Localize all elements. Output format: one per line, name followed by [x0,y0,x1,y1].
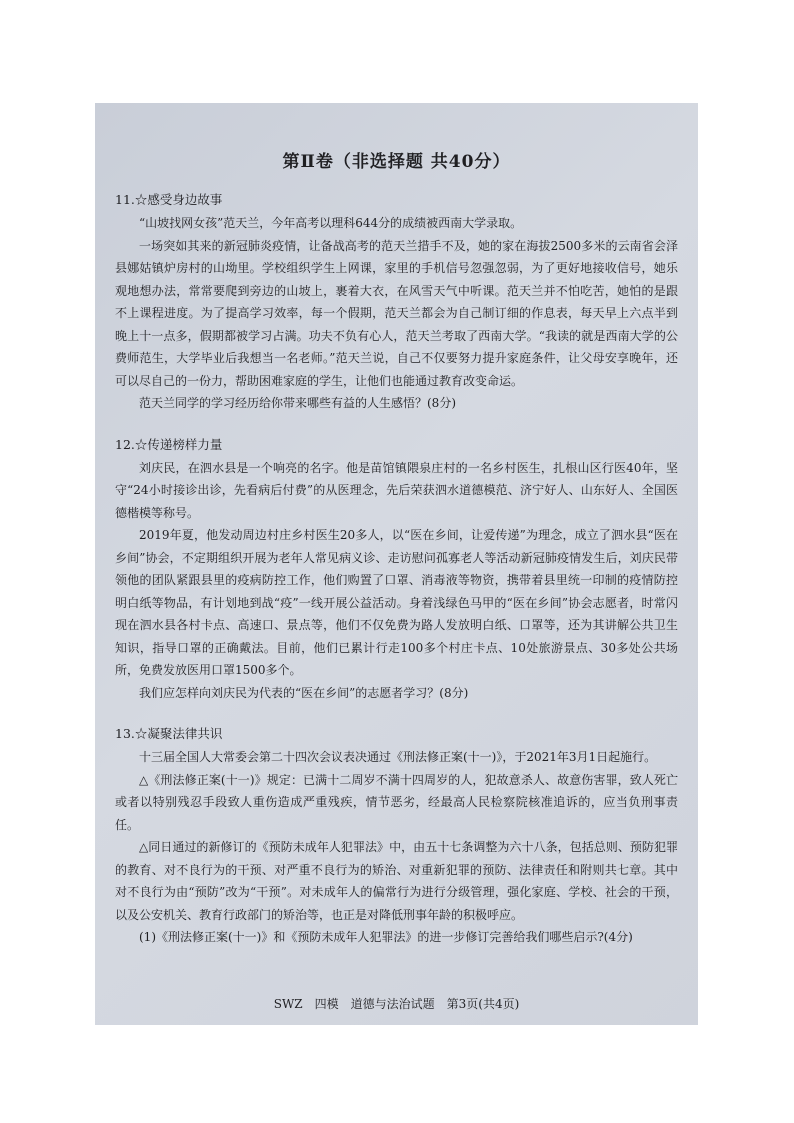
question-13-prompt: (1)《刑法修正案(十一)》和《预防未成年人犯罪法》的进一步修订完善给我们哪些启示?(4分) [139,930,633,944]
question-13-paragraph: △《刑法修正案(十一)》规定：已满十二周岁不满十四周岁的人，犯故意杀人、故意伤害罪，致人死亡或者以特别残忍手段致人重伤造成严重残疾，情节恶劣，经最高人民检察院核准追诉的，应当负刑事责任。 [115,772,678,832]
question-13-paragraph: △同日通过的新修订的《预防未成年人犯罪法》中，由五十七条调整为六十八条，包括总则、预防犯罪的教育、对不良行为的干预、对严重不良行为的矫治、对重新犯罪的预防、法律责任和附则共七章。其中对不良行为由“预防”改为“干预”。对未成年人的偏常行为进行分级管理，强化家庭、学校、社会的干预，以及公安机关、教育行政部门的矫治等，也正是对降低刑事年龄的积极呼应。 [115,840,678,922]
section-title: 第Ⅱ卷（非选择题 共40分） [282,152,511,172]
question-13-heading: 13.☆凝聚法律共识 [115,726,223,741]
question-13 [115,724,678,949]
exam-page [95,103,698,1025]
question-13-paragraph: 十三届全国人大常委会第二十四次会议表决通过《刑法修正案(十一)》，于2021年3月1日起施行。 [139,750,657,764]
question-11-paragraph: 一场突如其来的新冠肺炎疫情，让备战高考的范天兰措手不及，她的家在海拔2500多米的云南省会泽县娜姑镇炉房村的山坳里。学校组织学生上网课，家里的手机信号忽强忽弱，为了更好地接收信号，她乐观地想办法，常常要爬到旁边的山坡上，裹着大衣，在风雪天气中听课。范天兰并不怕吃苦，她怕的是跟不上课程进度。为了提高学习效率，每一个假期，范天兰都会为自己制订细的作息表，每天早上六点半到晚上十一点多，假期都被学习占满。功夫不负有心人，范天兰考取了西南大学。“我读的就是西南大学的公费师范生，大学毕业后我想当一名老师。”范天兰说，自己不仅要努力提升家庭条件，让父母安享晚年，还可以尽自己的一份力，帮助困难家庭的学生，让他们也能通过教育改变命运。 [115,238,678,388]
question-11-heading: 11.☆感受身边故事 [115,192,223,207]
page-footer: SWZ 四模 道德与法治试题 第3页(共4页) [273,997,520,1011]
question-12-paragraph: 刘庆民，在泗水县是一个响亮的名字。他是苗馆镇隈泉庄村的一名乡村医生，扎根山区行医40年，坚守“24小时接诊出诊，先看病后付费”的从医理念，先后荣获泗水道德模范、济宁好人、山东好人、全国医德楷模等称号。 [115,460,678,520]
page-content [115,147,678,955]
question-11-prompt: 范天兰同学的学习经历给你带来哪些有益的人生感悟？(8分) [139,396,457,410]
question-11 [115,190,678,415]
question-12 [115,435,678,705]
question-11-paragraph: “山坡找网女孩”范天兰，今年高考以理科644分的成绩被西南大学录取。 [139,216,523,230]
question-12-paragraph: 2019年夏，他发动周边村庄乡村医生20多人，以“医在乡间，让爱传递”为理念，成立了泗水县“医在乡间”协会，不定期组织开展为老年人常见病义诊、走访慰问孤寡老人等活动新冠肺疫情发生后，刘庆民带领他的团队紧跟县里的疫病防控工作，他们购置了口罩、消毒液等物资，携带着县里统一印制的疫情防控明白纸等物品，有计划地到战“疫”一线开展公益活动。身着浅绿色马甲的“医在乡间”协会志愿者，时常闪现在泗水县各村卡点、高速口、景点等，他们不仅免费为路人发放明白纸、口罩等，还为其讲解公共卫生知识，指导口罩的正确戴法。目前，他们已累计行走100多个村庄卡点、10处旅游景点、30多处公共场所，免费发放医用口罩1500多个。 [115,528,678,677]
question-12-prompt: 我们应怎样向刘庆民为代表的“医在乡间”的志愿者学习？(8分) [139,685,469,700]
question-12-heading: 12.☆传递榜样力量 [115,436,223,452]
